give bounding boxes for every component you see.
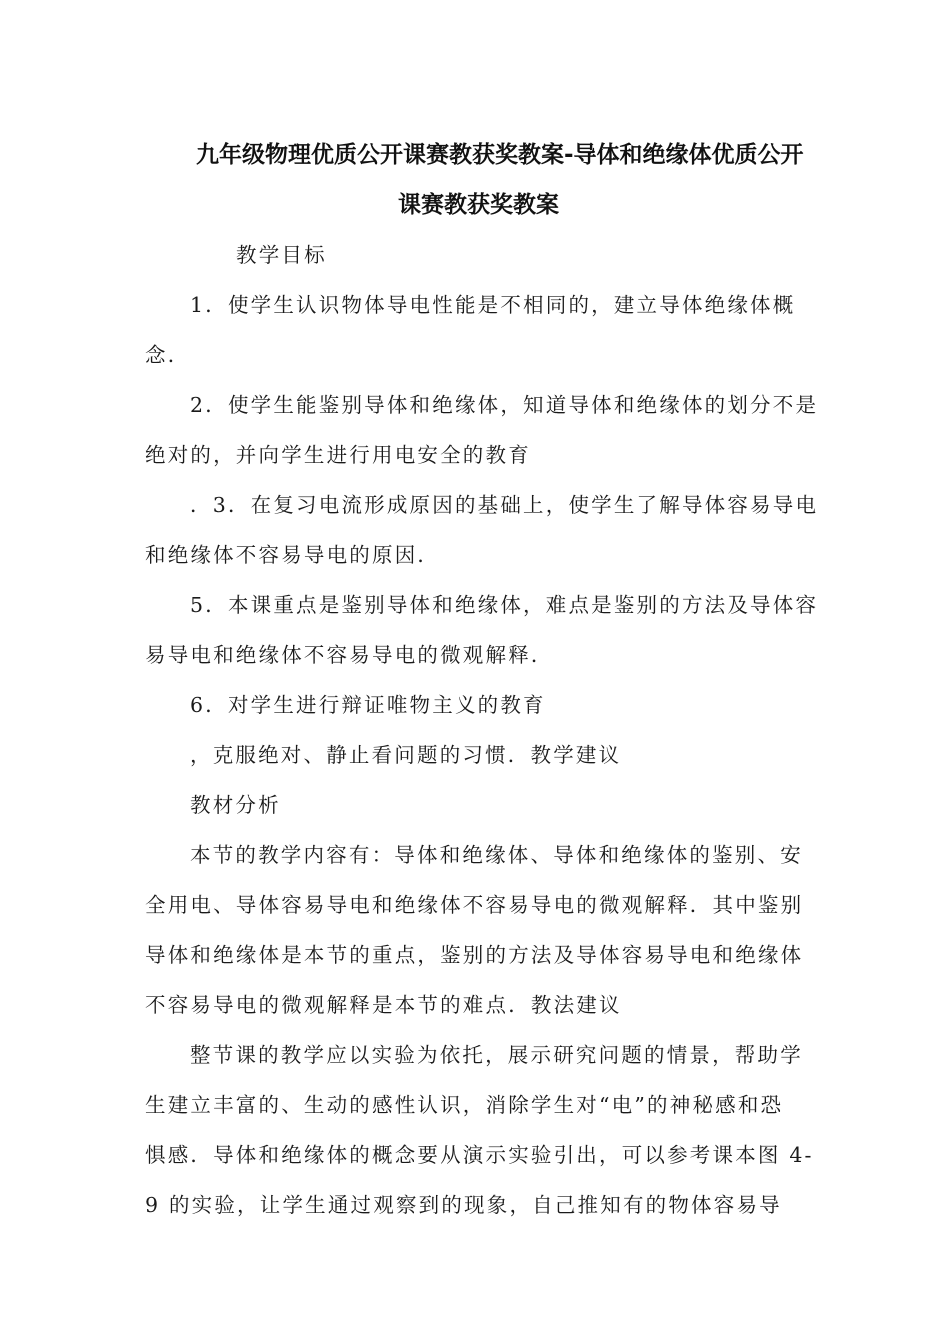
body-line: ．3．在复习电流形成原因的基础上，使学生了解导体容易导电 bbox=[190, 493, 819, 517]
body-line: 6．对学生进行辩证唯物主义的教育 bbox=[190, 693, 546, 717]
body-line: 和绝缘体不容易导电的原因． bbox=[145, 543, 441, 567]
body-line: 1．使学生认识物体导电性能是不相同的，建立导体绝缘体概 bbox=[190, 293, 796, 317]
section-heading-material-analysis: 教材分析 bbox=[190, 793, 281, 817]
body-line: 全用电、导体容易导电和绝缘体不容易导电的微观解释．其中鉴别 bbox=[145, 893, 804, 917]
body-line: 念． bbox=[145, 343, 191, 367]
body-line: 导体和绝缘体是本节的重点，鉴别的方法及导体容易导电和绝缘体 bbox=[145, 943, 804, 967]
body-line: 易导电和绝缘体不容易导电的微观解释． bbox=[145, 643, 554, 667]
section-heading-teaching-goals: 教学目标 bbox=[236, 243, 327, 267]
body-line: 9 的实验，让学生通过观察到的现象，自己推知有的物体容易导 bbox=[145, 1193, 782, 1217]
body-line: 本节的教学内容有：导体和绝缘体、导体和绝缘体的鉴别、安 bbox=[190, 843, 803, 867]
body-line: 整节课的教学应以实验为依托，展示研究问题的情景，帮助学 bbox=[190, 1043, 803, 1067]
body-line: 不容易导电的微观解释是本节的难点．教法建议 bbox=[145, 993, 622, 1017]
body-line: 惧感．导体和绝缘体的概念要从演示实验引出，可以参考课本图 4- bbox=[145, 1143, 814, 1167]
document-title-line-2: 课赛教获奖教案 bbox=[398, 192, 559, 218]
body-line: 5．本课重点是鉴别导体和绝缘体，难点是鉴别的方法及导体容 bbox=[190, 593, 819, 617]
document-title-line-1: 九年级物理优质公开课赛教获奖教案-导体和绝缘体优质公开 bbox=[196, 142, 804, 168]
body-line: 生建立丰富的、生动的感性认识，消除学生对“电”的神秘感和恐 bbox=[145, 1093, 784, 1117]
body-line: 绝对的，并向学生进行用电安全的教育 bbox=[145, 443, 531, 467]
body-line: 2．使学生能鉴别导体和绝缘体，知道导体和绝缘体的划分不是 bbox=[190, 393, 819, 417]
body-line: ，克服绝对、静止看问题的习惯．教学建议 bbox=[190, 743, 622, 767]
